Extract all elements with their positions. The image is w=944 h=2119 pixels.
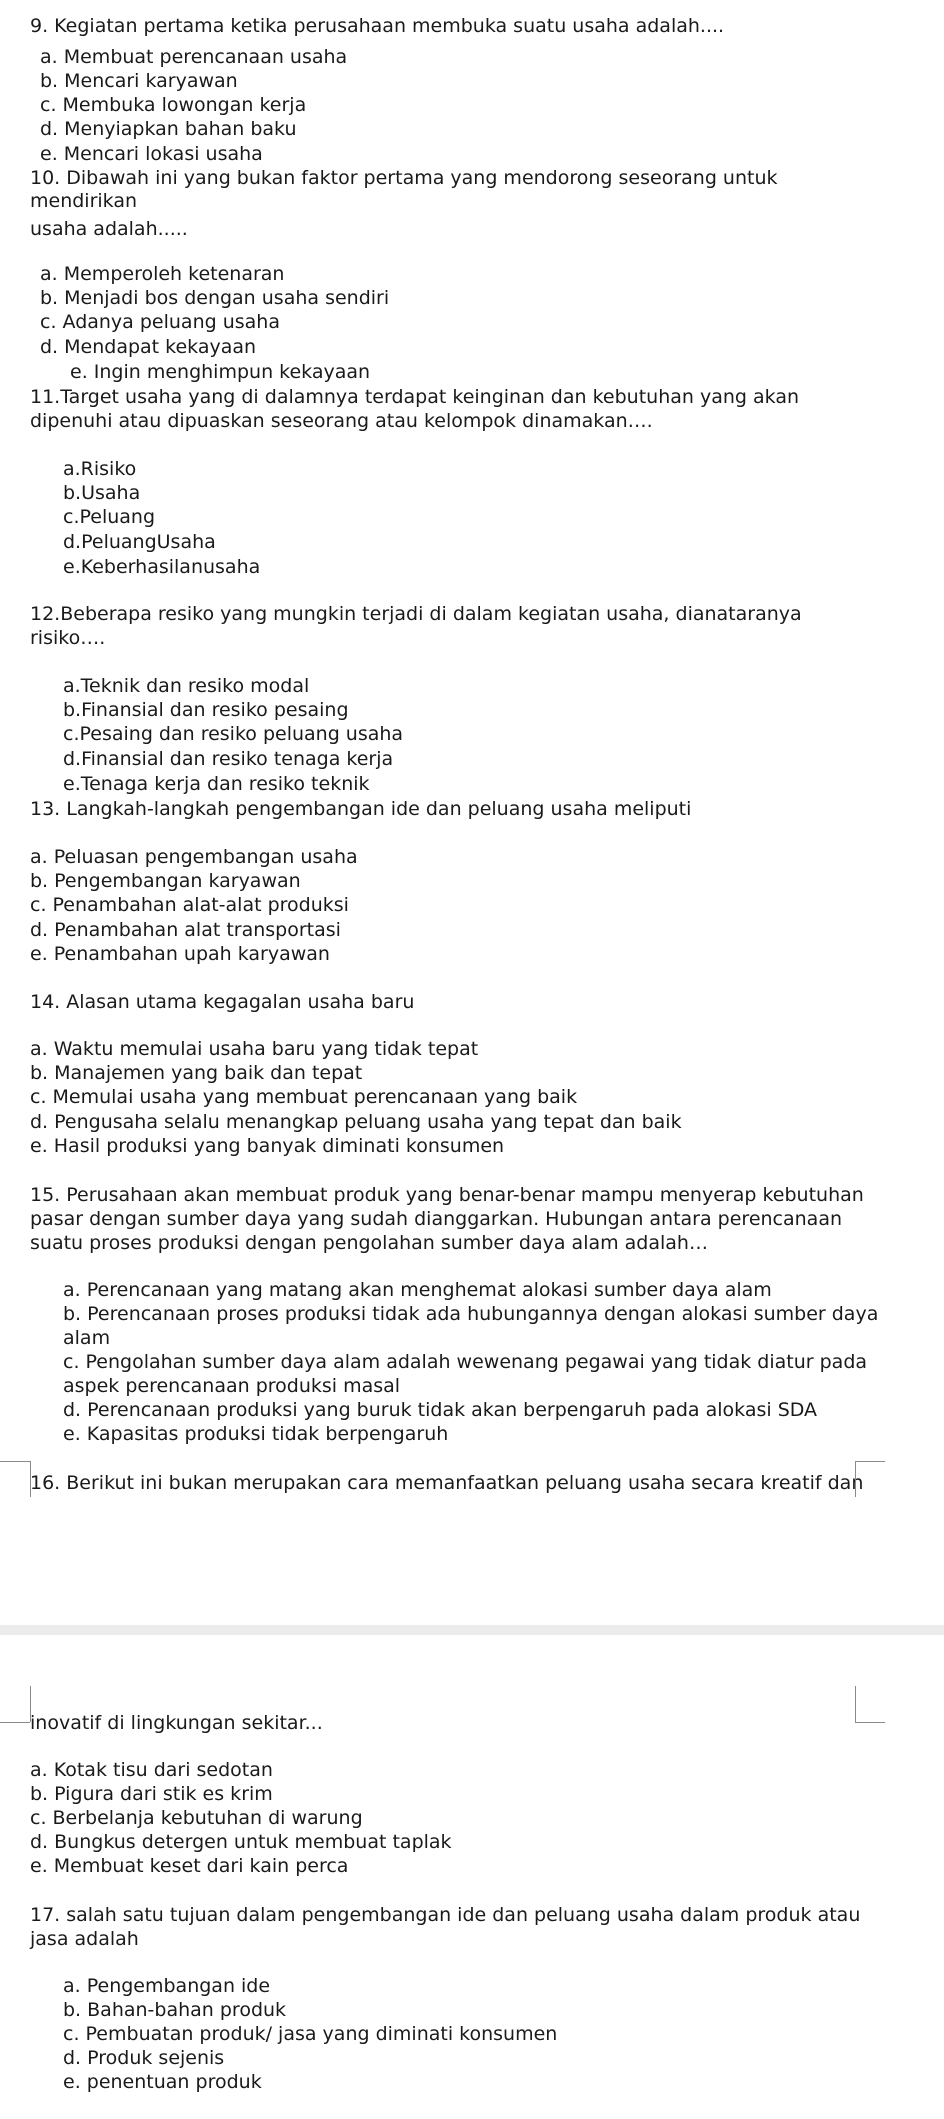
q10-option-b: b. Menjadi bos dengan usaha sendiri [40, 287, 390, 309]
crop-mark [855, 1686, 856, 1722]
q14-option-d: d. Pengusaha selalu menangkap peluang usaha yang tepat dan baik [30, 1111, 682, 1133]
q17-option-a: a. Pengembangan ide [63, 1975, 271, 1997]
q17-option-e: e. penentuan produk [63, 2071, 262, 2093]
crop-mark [0, 1461, 30, 1462]
question-15-line-3: suatu proses produksi dengan pengolahan sumber daya alam adalah… [30, 1232, 708, 1254]
q14-option-c: c. Memulai usaha yang membuat perencanaan yang baik [30, 1086, 578, 1108]
q14-option-a: a. Waktu memulai usaha baru yang tidak tepat [30, 1038, 479, 1060]
q17-option-b: b. Bahan-bahan produk [63, 1999, 287, 2021]
q15-option-c-line-1: c. Pengolahan sumber daya alam adalah wewenang pegawai yang tidak diatur pada [63, 1351, 868, 1373]
q13-option-c: c. Penambahan alat-alat produksi [30, 894, 349, 916]
q16-option-d: d. Bungkus detergen untuk membuat taplak [30, 1831, 452, 1853]
question-12-line-1: 12.Beberapa resiko yang mungkin terjadi di dalam kegiatan usaha, dianataranya [30, 603, 802, 625]
question-11-line-1: 11.Target usaha yang di dalamnya terdapat keinginan dan kebutuhan yang akan [30, 386, 799, 408]
q14-option-b: b. Manajemen yang baik dan tepat [30, 1062, 363, 1084]
q15-option-b-line-1: b. Perencanaan proses produksi tidak ada hubungannya dengan alokasi sumber daya [63, 1303, 879, 1325]
page-gap [0, 1625, 944, 1635]
question-10-line-3: usaha adalah..... [30, 218, 188, 240]
q11-option-c: c.Peluang [63, 506, 156, 528]
question-14: 14. Alasan utama kegagalan usaha baru [30, 991, 415, 1013]
q9-option-e: e. Mencari lokasi usaha [40, 143, 263, 165]
q15-option-b-line-2: alam [63, 1327, 111, 1349]
q10-option-c: c. Adanya peluang usaha [40, 311, 280, 333]
question-12-line-2: risiko…. [30, 627, 106, 649]
q12-option-d: d.Finansial dan resiko tenaga kerja [63, 748, 394, 770]
crop-mark [855, 1461, 885, 1462]
crop-mark [30, 1461, 31, 1497]
q16-option-c: c. Berbelanja kebutuhan di warung [30, 1807, 363, 1829]
q15-option-a: a. Perencanaan yang matang akan menghemat alokasi sumber daya alam [63, 1279, 772, 1301]
q16-option-a: a. Kotak tisu dari sedotan [30, 1759, 273, 1781]
q11-option-d: d.PeluangUsaha [63, 531, 216, 553]
q17-option-c: c. Pembuatan produk/ jasa yang diminati konsumen [63, 2023, 558, 2045]
question-10-line-1: 10. Dibawah ini yang bukan faktor pertama yang mendorong seseorang untuk [30, 167, 778, 189]
question-16-line-1: 16. Berikut ini bukan merupakan cara memanfaatkan peluang usaha secara kreatif dan [30, 1472, 864, 1494]
question-15-line-2: pasar dengan sumber daya yang sudah dianggarkan. Hubungan antara perencanaan [30, 1208, 843, 1230]
q9-option-d: d. Menyiapkan bahan baku [40, 118, 297, 140]
q15-option-d: d. Perencanaan produksi yang buruk tidak akan berpengaruh pada alokasi SDA [63, 1399, 818, 1421]
q12-option-a: a.Teknik dan resiko modal [63, 675, 310, 697]
q14-option-e: e. Hasil produksi yang banyak diminati konsumen [30, 1135, 505, 1157]
q17-option-d: d. Produk sejenis [63, 2047, 225, 2069]
q13-option-d: d. Penambahan alat transportasi [30, 919, 341, 941]
q10-option-e: e. Ingin menghimpun kekayaan [70, 361, 371, 383]
question-17-line-1: 17. salah satu tujuan dalam pengembangan ide dan peluang usaha dalam produk atau [30, 1904, 861, 1926]
q13-option-a: a. Peluasan pengembangan usaha [30, 846, 358, 868]
q11-option-a: a.Risiko [63, 458, 137, 480]
q10-option-d: d. Mendapat kekayaan [40, 336, 257, 358]
crop-mark [855, 1461, 856, 1497]
crop-mark [855, 1722, 885, 1723]
q16-option-e: e. Membuat keset dari kain perca [30, 1855, 349, 1877]
q11-option-b: b.Usaha [63, 482, 141, 504]
q9-option-a: a. Membuat perencanaan usaha [40, 46, 348, 68]
q12-option-e: e.Tenaga kerja dan resiko teknik [63, 773, 370, 795]
question-16-line-2: inovatif di lingkungan sekitar... [30, 1712, 323, 1734]
question-15-line-1: 15. Perusahaan akan membuat produk yang benar-benar mampu menyerap kebutuhan [30, 1184, 864, 1206]
q15-option-e: e. Kapasitas produksi tidak berpengaruh [63, 1423, 449, 1445]
question-9: 9. Kegiatan pertama ketika perusahaan membuka suatu usaha adalah.... [30, 15, 725, 37]
q15-option-c-line-2: aspek perencanaan produksi masal [63, 1375, 401, 1397]
q9-option-b: b. Mencari karyawan [40, 70, 238, 92]
q11-option-e: e.Keberhasilanusaha [63, 556, 261, 578]
q16-option-b: b. Pigura dari stik es krim [30, 1783, 273, 1805]
question-17-line-2: jasa adalah [30, 1928, 139, 1950]
q12-option-b: b.Finansial dan resiko pesaing [63, 699, 349, 721]
question-11-line-2: dipenuhi atau dipuaskan seseorang atau kelompok dinamakan…. [30, 410, 653, 432]
page-2 [0, 1635, 944, 2119]
question-13: 13. Langkah-langkah pengembangan ide dan peluang usaha meliputi [30, 798, 692, 820]
q13-option-e: e. Penambahan upah karyawan [30, 943, 330, 965]
crop-mark [0, 1722, 30, 1723]
q13-option-b: b. Pengembangan karyawan [30, 870, 301, 892]
q10-option-a: a. Memperoleh ketenaran [40, 263, 285, 285]
q9-option-c: c. Membuka lowongan kerja [40, 94, 307, 116]
q12-option-c: c.Pesaing dan resiko peluang usaha [63, 723, 404, 745]
question-10-line-2: mendirikan [30, 190, 138, 212]
